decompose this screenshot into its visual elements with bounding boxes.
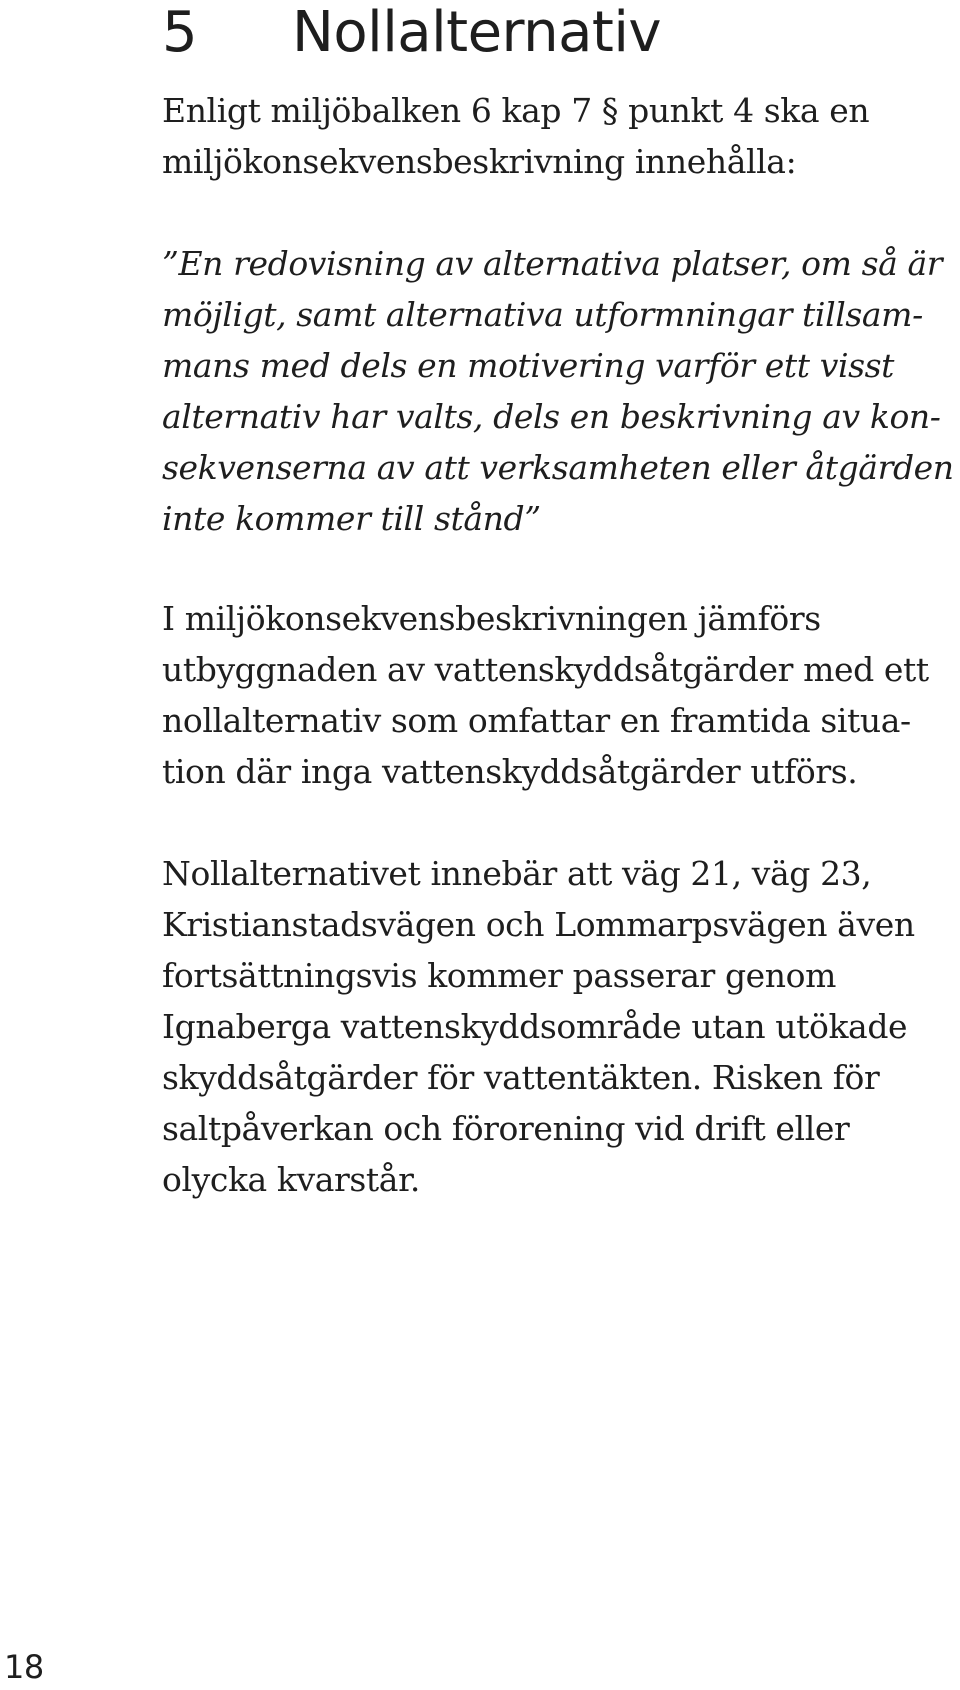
paragraph-line: skyddsåtgärder för vattentäkten. Risken för [162, 1058, 880, 1097]
quote-line: mans med dels en motivering varför ett visst [162, 346, 895, 385]
paragraph-line: Kristianstadsvägen och Lommarpsvägen även [162, 905, 915, 944]
quote-line: ”En redovisning av alternativa platser, om så är [162, 244, 943, 283]
quote-line: möjligt, samt alternativa utformningar tillsam- [162, 295, 923, 334]
paragraph-line: Ignaberga vattenskyddsområde utan utökade [162, 1007, 908, 1046]
intro-paragraph [162, 85, 952, 187]
law-quote [162, 238, 952, 544]
quote-line: alternativ har valts, dels en beskrivning av kon- [162, 397, 941, 436]
paragraph-line: olycka kvarstår. [162, 1160, 420, 1199]
intro-line: Enligt miljöbalken 6 kap 7 § punkt 4 ska en [162, 91, 870, 130]
quote-line: inte kommer till stånd” [162, 499, 541, 538]
quote-line: sekvenserna av att verksamheten eller åtgärden [162, 448, 954, 487]
paragraph-line: nollalternativ som omfattar en framtida situa- [162, 701, 911, 740]
intro-line: miljökonsekvensbeskrivning innehålla: [162, 142, 797, 181]
paragraph-line: utbyggnaden av vattenskyddsåtgärder med ett [162, 650, 929, 689]
section-title: Nollalternativ [292, 0, 662, 65]
paragraph-line: tion där inga vattenskyddsåtgärder utförs. [162, 752, 858, 791]
paragraph-line: I miljökonsekvensbeskrivningen jämförs [162, 599, 821, 638]
paragraph-line: Nollalternativet innebär att väg 21, väg 23, [162, 854, 872, 893]
paragraph-line: saltpåverkan och förorening vid drift eller [162, 1109, 850, 1148]
paragraph-line: fortsättningsvis kommer passerar genom [162, 956, 837, 995]
section-number: 5 [162, 0, 198, 65]
page-number: 18 [4, 1648, 44, 1686]
section-heading [162, 0, 661, 66]
comparison-paragraph [162, 593, 952, 797]
zero-alternative-paragraph [162, 848, 952, 1205]
